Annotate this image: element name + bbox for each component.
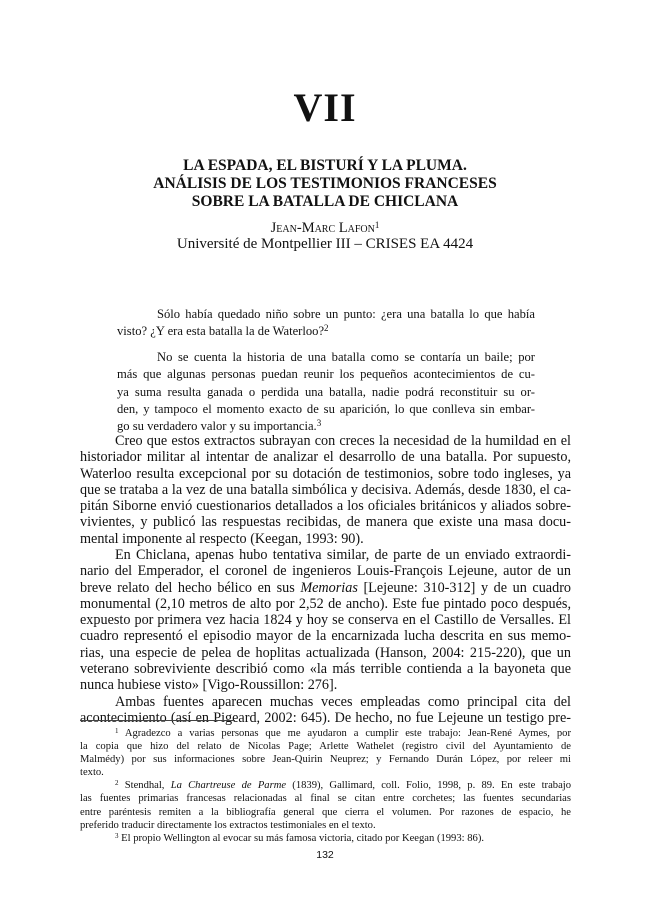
book-title-chartreuse: La Chartreuse de Parme (170, 780, 287, 792)
footnote-line: entre paréntesis remiten a la bibliografía general que cierra el volumen. Por razones de espacio, he (80, 806, 571, 818)
footnote-text: (1839), Gallimard, coll. Folio, 1998, p. 89. En este trabajo (286, 780, 572, 792)
footnote-line (80, 779, 571, 792)
body-line: Ambas fuentes aparecen muchas veces empleadas como principal cita del (115, 694, 571, 710)
body-paragraph-1 (80, 433, 571, 547)
body-paragraph-3 (80, 694, 571, 727)
book-title-memorias: Memorias (300, 579, 358, 596)
footnote-mark: 2 (115, 779, 119, 788)
body-line: vivientes, y publicó las respuestas recibidas, de manera que existe una masa docu- (80, 514, 571, 531)
body-line: historiador militar al intentar de analizar el desarrollo de una batalla. Por supuesto, (80, 449, 571, 466)
body-line: que se trataba a la vez de una batalla simbólica y decisiva. Además, desde 1830, el ca- (80, 481, 571, 498)
author-sep: - (296, 220, 302, 236)
footnote-divider (80, 720, 235, 721)
body-line: pitán Siborne envió cuestionarios detallados a los oficiales británicos y aliados sobre- (80, 498, 571, 515)
title-line-3: SOBRE LA BATALLA DE CHICLANA (191, 193, 459, 210)
body-text: breve relato del hecho bélico en sus (80, 579, 301, 596)
footnote-line: texto. (80, 767, 104, 779)
epigraph-text: go su verdadero valor y su importancia. (117, 419, 317, 434)
footnote-line: preferido traducir directamente los extractos testimoniales en el texto. (80, 819, 376, 831)
author-affiliation: Université de Montpellier III – CRISES EA 4424 (176, 236, 474, 252)
epigraph-note-ref: 3 (316, 418, 322, 429)
footnote-text: El propio Wellington al evocar su más famosa victoria, citado por Keegan (1993: 86). (121, 832, 485, 844)
footnote-line (80, 727, 571, 740)
epigraph-line: No se cuenta la historia de una batalla como se contaría un baile; por (157, 350, 535, 364)
author-last: Marc Lafon (301, 220, 375, 236)
epigraph-text: visto? ¿Y era esta batalla la de Waterloo? (117, 324, 325, 339)
body-line: Waterloo resulta excepcional por su dotación de testimonios, sobre todo ingleses, ya (80, 465, 571, 482)
body-line: expuesto por primera vez hacia 1824 y hoy se conserva en el Castillo de Versalles. El (80, 612, 571, 629)
footnote-line (80, 832, 571, 845)
body-line: nario del Emperador, el coronel de ingenieros Louis-François Lejeune, autor de un (80, 563, 571, 580)
title-line-1: LA ESPADA, EL BISTURÍ Y LA PLUMA. (183, 157, 467, 174)
page-number: 132 (316, 849, 334, 861)
epigraph-line: den, y tampoco el momento exacto de su aparición, lo que conlleva sin embar- (117, 401, 535, 416)
epigraph-1 (117, 306, 535, 341)
body-line (80, 580, 571, 596)
epigraph-line: Sólo había quedado niño sobre un punto: ¿era una batalla lo que había (157, 307, 535, 321)
epigraph-line-last (117, 323, 535, 340)
body-text: [Lejeune: 310-312] y de un cuadro (357, 579, 572, 596)
author-note-ref: 1 (374, 220, 380, 230)
epigraph-2 (117, 349, 535, 435)
footnote-mark: 3 (115, 831, 119, 840)
body-line: acontecimiento (así en Pigeard, 2002: 645). De hecho, no fue Lejeune un testigo pre- (80, 710, 571, 727)
body-line: veterano sobreviviente describió como «la más terrible contienda a la bayoneta que (80, 661, 571, 678)
footnote-text: Agradezco a varias personas que me ayudaron a cumplir este trabajo: Jean-René Aymes, por (124, 728, 571, 739)
chapter-number: VII (293, 85, 357, 130)
title-line-2: ANÁLISIS DE LOS TESTIMONIOS FRANCESES (153, 175, 497, 192)
footnote-mark: 1 (115, 727, 119, 735)
author-first: Jean (270, 220, 297, 236)
body-line: cuadro representó el episodio mayor de la encarnizada lucha descrita en sus memo- (80, 628, 571, 645)
footnote-text: Stendhal, (124, 780, 171, 792)
footnote-line: las fuentes primarias francesas relacionadas al final se citan entre corchetes; las fuentes secundarias (80, 793, 571, 805)
chapter-title (80, 157, 570, 211)
body-paragraph-2 (80, 547, 571, 694)
body-line: Creo que estos extractos subrayan con creces la necesidad de la humildad en el (115, 433, 571, 449)
footnote-line: Malmédy) por sus informaciones sobre Jean-Quirin Neuprez; y Fernando Durán López, por releer mi (80, 754, 571, 766)
epigraph-note-ref: 2 (324, 323, 329, 334)
body-line: monumental (2,10 metros de alto por 2,52 de ancho). Este fue pintado poco después, (80, 595, 571, 612)
body-line: En Chiclana, apenas hubo tentativa similar, de parte de un enviado extraordi- (115, 547, 571, 563)
body-line: nunca hubiese visto» [Vigo-Roussillon: 276]. (80, 677, 338, 694)
footnote-line: la copia que hizo del relato de Nicolas Page; Arlette Wathelet (registro civil del Ayuntamiento de (80, 741, 571, 753)
epigraph-line: más que algunas personas puedan reunir los pequeños acontecimientos de cu- (117, 367, 535, 382)
epigraph-line: ya suma resulta ganada o perdida una batalla, nadie podrá reconstituir su or- (117, 384, 535, 399)
body-line: rias, una especie de pelea de hoplitas actualizada (Hanson, 2004: 215-220), que un (80, 644, 571, 661)
footnotes (80, 727, 571, 845)
body-line: mental imponente al respecto (Keegan, 1993: 90). (80, 530, 364, 547)
